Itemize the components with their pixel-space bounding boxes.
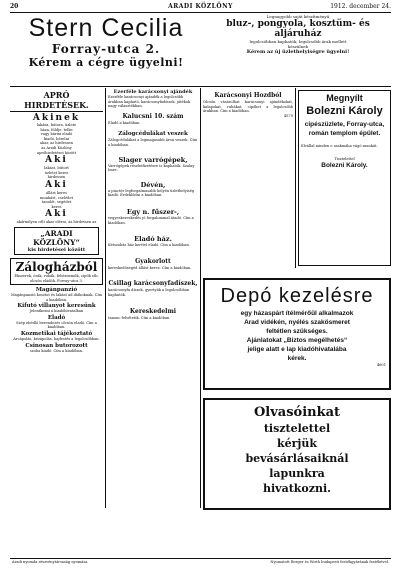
depo-line-2: Arad vidékén, nyélés szakösmeret: [244, 319, 350, 326]
paper-box-title: „ARADI KÖZLÖNY“: [33, 228, 80, 247]
col2-ad5-text: a piactér legforgalmasabb helyén üzlethelyiség kiadó. Érdeklődni a kiadóban.: [108, 188, 195, 198]
maganpanzio-title: Magánpanzió: [35, 287, 78, 294]
cosmo-text: szoba kiadó. Cím a kiadóban.: [29, 348, 84, 353]
small-ads-title: APRÓ HIRDETÉSEK.: [24, 90, 89, 110]
col2-ad3-title: Zálogcédulákat veszek: [118, 131, 188, 138]
aki-text-3: akármilyen célt akar elérni, az hirdessen az: [16, 220, 97, 225]
aki-heading-1: Aki: [45, 155, 68, 166]
akinek-heading: Akinek: [32, 113, 81, 123]
elado1-title: Eladó: [47, 314, 66, 321]
footer-left: Aradi nyomda részvénytársaság nyomása.: [12, 560, 89, 564]
akinek-item: az Aradi Közlöny: [41, 145, 72, 150]
kozmetika-text: Arcápolás, kézápolás, hajfestés a legolcsóbban.: [13, 337, 100, 342]
column-3: [203, 92, 293, 118]
col3-title: Karácsonyi Hozdból: [214, 92, 282, 99]
depo-line-3: feltétlen szükséges.: [266, 328, 328, 335]
aki-item: hirdessen: [47, 175, 66, 180]
aki-item: üzletet keres: [44, 170, 69, 175]
maganpanzio-text: Magánpanzió kosztot és lakást ad diákoknak. Cím a kiadóban.: [10, 293, 103, 302]
aki-list-2: [10, 191, 103, 209]
bolezni-ad: [298, 90, 391, 266]
olvasoink-line: kérjük: [276, 437, 317, 450]
depo-line-4: Ajánlatokat „Biztos megélhetés“: [246, 337, 348, 344]
page-number: 20: [10, 3, 19, 10]
bluz-main-2: aljáruház: [274, 29, 322, 39]
col2-ad6-text: vegyeskereskedés jó forgalommal átadó. Cím a kiadóban.: [108, 215, 194, 225]
olvasoink-line: bevásárlásaiknál: [245, 452, 349, 465]
aki-heading-3: Aki: [45, 209, 68, 220]
bluz-top: Legnagyobb saját készítményű: [266, 14, 330, 19]
elado1-text: Szép ebédlő berendezés olcsón eladó. Cím a kiadóban.: [16, 320, 97, 330]
bluz-note: Kérem az új üzlethelyiségre ügyelni!: [246, 49, 350, 55]
depo-line-5: jelige alatt e lap kiadóhivatalába: [247, 346, 347, 353]
col2-ad7-title: Eladó ház.: [134, 235, 172, 244]
stern-ad: [10, 14, 202, 70]
col2-ad8-text: kereskedősegéd állást keres. Cím a kiadóban.: [108, 265, 192, 270]
akinek-item: apróhirdetései között: [36, 150, 77, 155]
col3-date: 4579: [283, 113, 293, 118]
col2-ad10-text: tanonc felvétetik. Cím a kiadóban.: [108, 315, 171, 320]
bluz-ad: [205, 14, 391, 56]
olvasoink-line: tisztelettel: [263, 422, 331, 435]
col3-text: Olcsón vásárolhat karácsonyi ajándékokat, kalapokat, ruhákat, cipőket a legolcsóbb árakban. Cím a kiadóban.: [203, 100, 293, 114]
col2-ad9-text: karácsonyfa díszek, gyertyák a legolcsóbban kaphatók.: [108, 288, 190, 297]
depo-num: 4601: [376, 363, 386, 367]
issue-date: 1912. december 24.: [330, 3, 391, 10]
col2-ad6-title: Egy n. fűszer-,: [126, 207, 180, 216]
akinek-list: [10, 123, 103, 155]
paper-box: [14, 227, 99, 255]
paper-box-sub: kis hirdetései között: [27, 246, 86, 253]
akinek-item: akar, az hirdessen: [40, 141, 73, 146]
footer-rule: [10, 558, 391, 559]
zalog-text: Ékszerek, órák, ruhák, fehérneműk, cipők stb. olcsón eladók. Forray-utca 3.: [14, 273, 99, 283]
col-rule-2: [200, 88, 201, 508]
col2-ad10-title: Kereskedelmi: [129, 307, 177, 315]
top-ads-rule: [10, 86, 391, 87]
depo-line-1: egy házaspárt ítélmérőül alkalmazok: [240, 310, 354, 317]
zalog-title: Zálogházból: [15, 259, 98, 274]
stern-name: Stern Cecilia: [28, 14, 184, 42]
stern-slogan: Kérem a cégre ügyelni!: [28, 56, 184, 69]
col2-ad2-text: Eladó a kiadóban.: [108, 120, 141, 125]
aki-item: állást keres: [45, 190, 67, 195]
col2-ad8-title: Gyakorlott: [135, 257, 171, 265]
depo-ad: [203, 278, 391, 390]
small-ads-column: [10, 90, 103, 353]
stern-address: Forray-utca 2.: [51, 42, 161, 56]
aki-item: keres: [51, 204, 62, 209]
aki-item: munkást, cselédet: [39, 195, 74, 200]
akinek-item: háza, földje, telke: [40, 127, 73, 132]
depo-line-6: kérek.: [287, 355, 307, 362]
col2-ad7-text: Kétszobás ház kerttel eladó. Cím a kiadóban.: [108, 243, 190, 248]
depo-title: Depó kezelésre: [220, 285, 374, 307]
kozmetika-title: Kozmetikai tájékoztató: [20, 331, 93, 338]
cosmo-title: Csinosan butorozott: [25, 342, 88, 349]
bolezni-sign-pre: Tisztelettel: [334, 156, 355, 161]
olvasoink-line: lapunkra: [269, 467, 325, 480]
col2-ad2-title: Kalucsni 10. szám: [122, 112, 184, 120]
bolezni-text: Elvállal minden e szakmába vágó munkát.: [301, 144, 378, 148]
header-rule: [10, 12, 391, 13]
col2-ad3-text: Zálogcédulákat a legmagasabb áron veszek. Cím a kiadóban.: [108, 138, 198, 147]
akinek-item: kiadó, bérelni: [43, 136, 70, 141]
col2-ad4-title: Slager varrógépek,: [118, 155, 188, 164]
col2-ad9-title: Csillag karácsonyfadíszek,: [108, 280, 198, 288]
bluz-main-1: bluz-, pongyola, kosztüm- és: [226, 19, 370, 29]
col2-ad4-text: Varrógépek részletfizetésre is kaphatók. Szalay Imre.: [108, 163, 195, 173]
small-ads-rule: [10, 111, 103, 112]
bolezni-sign: Bolezni Károly.: [321, 162, 368, 170]
aki-item: tanulót, segédet: [41, 200, 72, 205]
col-rule-3: [295, 88, 296, 268]
akinek-item: lakása, bútora, üzlete: [36, 123, 77, 127]
akinek-item: vagy bármi eladó: [40, 132, 73, 137]
bolezni-line: cipészüzlete, Forray-utca, román templom épület.: [304, 121, 385, 137]
zalog-box: [10, 258, 103, 285]
kifutofiu-text: Jelentkezni a kiadóhivatalban: [29, 309, 84, 314]
olvasoink-line: hivatkozni.: [263, 482, 331, 495]
bluz-sub-2: készülnek: [287, 44, 309, 49]
column-2: [108, 90, 198, 320]
bolezni-top: Megnyílt: [326, 93, 363, 103]
col-rule-1: [105, 88, 106, 508]
paper-title: ARADI KÖZLÖNY: [168, 3, 233, 10]
footer-right: Nyomatott Berger és Wirth budapesti festékgyárának festékével.: [270, 560, 389, 564]
aki-list-1: [10, 166, 103, 180]
kifutofiu-title: Kifutó villanyot keresünk: [17, 303, 96, 310]
olvasoink-ad: [203, 398, 391, 510]
olvasoink-title: Olvasóinkat: [253, 405, 341, 420]
aki-heading-2: Aki: [45, 179, 68, 190]
col2-ad5-title: Dévén,: [140, 180, 166, 189]
col2-ad1-title: Ezerféle karácsonyi ajándék: [113, 89, 193, 95]
bluz-sub-1: legolcsóbban kaphatók, legolcsóbb árak mellett: [249, 39, 347, 44]
bolezni-name: Bolezni Károly: [306, 105, 383, 117]
aki-item: lakást, bútort: [44, 166, 69, 171]
col2-ad1-text: Ezerféle karácsonyi ajándék a legolcsóbb árakban kapható, karácsonyfadíszek, játékok nagy választékban.: [108, 95, 191, 109]
